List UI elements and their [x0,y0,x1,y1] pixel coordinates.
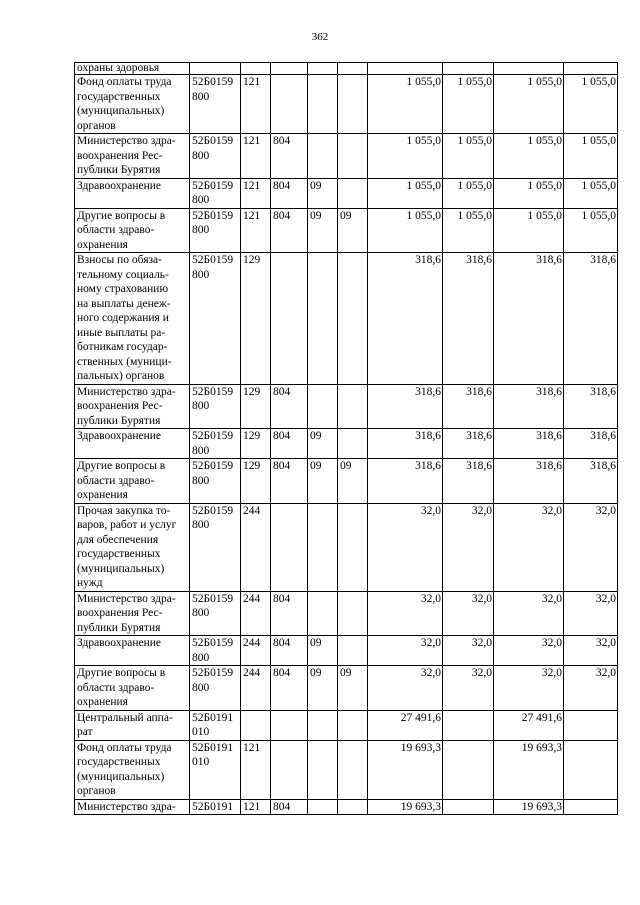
cell-name: Министерство здра- воохранения Рес- публики Бурятия [75,134,190,179]
cell-target-code: 52Б0191 010 [190,740,241,799]
page-number: 362 [311,31,329,43]
cell-total: 32,0 [368,636,443,666]
cell-section [308,503,338,591]
cell-amount-1 [443,710,494,740]
cell-ministry-code [271,253,308,385]
cell-target-code: 52Б0191 010 [190,710,241,740]
cell-amount-1 [443,799,494,815]
cell-section [308,710,338,740]
cell-section [308,63,338,75]
cell-expense-type: 121 [241,740,271,799]
cell-total: 318,6 [368,459,443,504]
cell-amount-1: 318,6 [443,459,494,504]
cell-subsection: 09 [338,666,368,711]
cell-total: 19 693,3 [368,799,443,815]
cell-total: 32,0 [368,503,443,591]
cell-section: 09 [308,459,338,504]
cell-amount-1: 318,6 [443,253,494,385]
cell-target-code: 52Б0159 800 [190,253,241,385]
table-row [75,459,618,504]
cell-name: Другие вопросы в области здраво- охранения [75,666,190,711]
cell-amount-3 [564,63,618,75]
cell-section [308,384,338,429]
cell-ministry-code: 804 [271,666,308,711]
cell-name: Здравоохранение [75,429,190,459]
table-row [75,63,618,75]
cell-section: 09 [308,636,338,666]
cell-amount-3 [564,710,618,740]
cell-amount-3: 318,6 [564,253,618,385]
cell-expense-type: 244 [241,503,271,591]
cell-section: 09 [308,178,338,208]
cell-section [308,134,338,179]
table-row [75,666,618,711]
cell-amount-1 [443,740,494,799]
cell-amount-2 [494,63,564,75]
cell-name: Взносы по обяза- тельному социаль- ному страхованию на выплаты денеж- ного содержания и иные выплаты ра- ботникам государ- ственных (муници- пальных) органов [75,253,190,385]
cell-ministry-code: 804 [271,178,308,208]
cell-expense-type: 121 [241,75,271,134]
cell-expense-type: 129 [241,459,271,504]
cell-subsection [338,591,368,636]
cell-ministry-code [271,75,308,134]
cell-amount-2: 19 693,3 [494,799,564,815]
table-row [75,740,618,799]
cell-total: 318,6 [368,384,443,429]
cell-subsection [338,710,368,740]
cell-amount-3: 32,0 [564,591,618,636]
cell-name: Здравоохранение [75,178,190,208]
cell-amount-2: 27 491,6 [494,710,564,740]
table-row [75,429,618,459]
cell-total: 1 055,0 [368,134,443,179]
table-row [75,208,618,253]
cell-amount-1: 32,0 [443,636,494,666]
cell-total: 1 055,0 [368,208,443,253]
cell-subsection: 09 [338,459,368,504]
cell-ministry-code: 804 [271,384,308,429]
cell-subsection [338,429,368,459]
cell-ministry-code [271,740,308,799]
cell-amount-1: 1 055,0 [443,134,494,179]
cell-section [308,740,338,799]
cell-section [308,75,338,134]
cell-amount-3: 32,0 [564,503,618,591]
cell-target-code: 52Б0159 800 [190,75,241,134]
cell-expense-type: 244 [241,591,271,636]
cell-amount-3 [564,740,618,799]
cell-subsection [338,63,368,75]
cell-amount-2: 1 055,0 [494,178,564,208]
cell-ministry-code [271,710,308,740]
cell-ministry-code: 804 [271,799,308,815]
table-row [75,134,618,179]
cell-subsection [338,799,368,815]
cell-ministry-code: 804 [271,208,308,253]
cell-name: Министерство здра- воохранения Рес- публики Бурятия [75,384,190,429]
cell-target-code: 52Б0191 [190,799,241,815]
table-row [75,75,618,134]
cell-target-code [190,63,241,75]
cell-amount-3: 318,6 [564,384,618,429]
table-row [75,799,618,815]
cell-amount-3: 1 055,0 [564,134,618,179]
cell-amount-3: 318,6 [564,429,618,459]
cell-name: Другие вопросы в области здраво- охранения [75,459,190,504]
cell-expense-type: 129 [241,253,271,385]
table-row [75,591,618,636]
cell-amount-3: 32,0 [564,636,618,666]
cell-amount-3 [564,799,618,815]
cell-section: 09 [308,666,338,711]
cell-target-code: 52Б0159 800 [190,134,241,179]
cell-section: 09 [308,208,338,253]
cell-name: Другие вопросы в области здраво- охранения [75,208,190,253]
cell-total: 1 055,0 [368,75,443,134]
cell-amount-2: 19 693,3 [494,740,564,799]
budget-table [74,62,618,815]
cell-amount-3: 1 055,0 [564,178,618,208]
cell-amount-2: 318,6 [494,253,564,385]
cell-target-code: 52Б0159 800 [190,591,241,636]
cell-target-code: 52Б0159 800 [190,178,241,208]
cell-amount-3: 32,0 [564,666,618,711]
cell-target-code: 52Б0159 800 [190,459,241,504]
cell-ministry-code: 804 [271,429,308,459]
cell-amount-1: 32,0 [443,503,494,591]
cell-amount-2: 32,0 [494,503,564,591]
cell-subsection [338,134,368,179]
cell-section [308,591,338,636]
cell-ministry-code: 804 [271,636,308,666]
cell-ministry-code [271,503,308,591]
cell-expense-type [241,63,271,75]
cell-subsection [338,253,368,385]
cell-amount-2: 318,6 [494,459,564,504]
cell-target-code: 52Б0159 800 [190,503,241,591]
cell-total: 27 491,6 [368,710,443,740]
cell-expense-type: 244 [241,636,271,666]
cell-amount-2: 318,6 [494,429,564,459]
cell-amount-2: 32,0 [494,636,564,666]
cell-total: 318,6 [368,429,443,459]
cell-subsection [338,75,368,134]
cell-subsection [338,503,368,591]
table-row [75,503,618,591]
cell-name: Прочая закупка то- варов, работ и услуг для обеспечения государственных (муниципальных) нужд [75,503,190,591]
cell-expense-type: 129 [241,429,271,459]
cell-amount-1: 1 055,0 [443,75,494,134]
cell-amount-1: 1 055,0 [443,178,494,208]
cell-amount-3: 1 055,0 [564,75,618,134]
table-row [75,636,618,666]
cell-section [308,799,338,815]
cell-total: 19 693,3 [368,740,443,799]
table-row [75,384,618,429]
cell-name: Фонд оплаты труда государственных (муниципальных) органов [75,740,190,799]
cell-ministry-code: 804 [271,134,308,179]
cell-amount-2: 318,6 [494,384,564,429]
cell-name: Министерство здра- [75,799,190,815]
cell-amount-2: 1 055,0 [494,75,564,134]
cell-total: 318,6 [368,253,443,385]
cell-target-code: 52Б0159 800 [190,666,241,711]
cell-name: Фонд оплаты труда государственных (муниципальных) органов [75,75,190,134]
cell-amount-3: 1 055,0 [564,208,618,253]
table-row [75,178,618,208]
cell-amount-2: 1 055,0 [494,134,564,179]
cell-total: 32,0 [368,666,443,711]
cell-subsection [338,178,368,208]
table-row [75,253,618,385]
cell-amount-1: 32,0 [443,666,494,711]
cell-subsection [338,636,368,666]
cell-section: 09 [308,429,338,459]
cell-expense-type: 121 [241,178,271,208]
cell-name: охраны здоровья [75,63,190,75]
cell-ministry-code: 804 [271,459,308,504]
cell-expense-type: 129 [241,384,271,429]
cell-amount-2: 32,0 [494,591,564,636]
cell-amount-2: 32,0 [494,666,564,711]
cell-expense-type: 121 [241,208,271,253]
cell-target-code: 52Б0159 800 [190,208,241,253]
cell-subsection [338,384,368,429]
cell-section [308,253,338,385]
cell-amount-1: 32,0 [443,591,494,636]
cell-name: Центральный аппа- рат [75,710,190,740]
cell-target-code: 52Б0159 800 [190,429,241,459]
cell-amount-2: 1 055,0 [494,208,564,253]
cell-expense-type [241,710,271,740]
cell-ministry-code: 804 [271,591,308,636]
cell-expense-type: 244 [241,666,271,711]
cell-expense-type: 121 [241,799,271,815]
cell-target-code: 52Б0159 800 [190,636,241,666]
cell-subsection [338,740,368,799]
cell-ministry-code [271,63,308,75]
cell-name: Здравоохранение [75,636,190,666]
cell-amount-1: 318,6 [443,429,494,459]
cell-total [368,63,443,75]
cell-expense-type: 121 [241,134,271,179]
cell-total: 1 055,0 [368,178,443,208]
cell-amount-1: 318,6 [443,384,494,429]
cell-subsection: 09 [338,208,368,253]
cell-total: 32,0 [368,591,443,636]
cell-amount-1: 1 055,0 [443,208,494,253]
table-row [75,710,618,740]
cell-amount-3: 318,6 [564,459,618,504]
cell-target-code: 52Б0159 800 [190,384,241,429]
cell-amount-1 [443,63,494,75]
cell-name: Министерство здра- воохранения Рес- публики Бурятия [75,591,190,636]
